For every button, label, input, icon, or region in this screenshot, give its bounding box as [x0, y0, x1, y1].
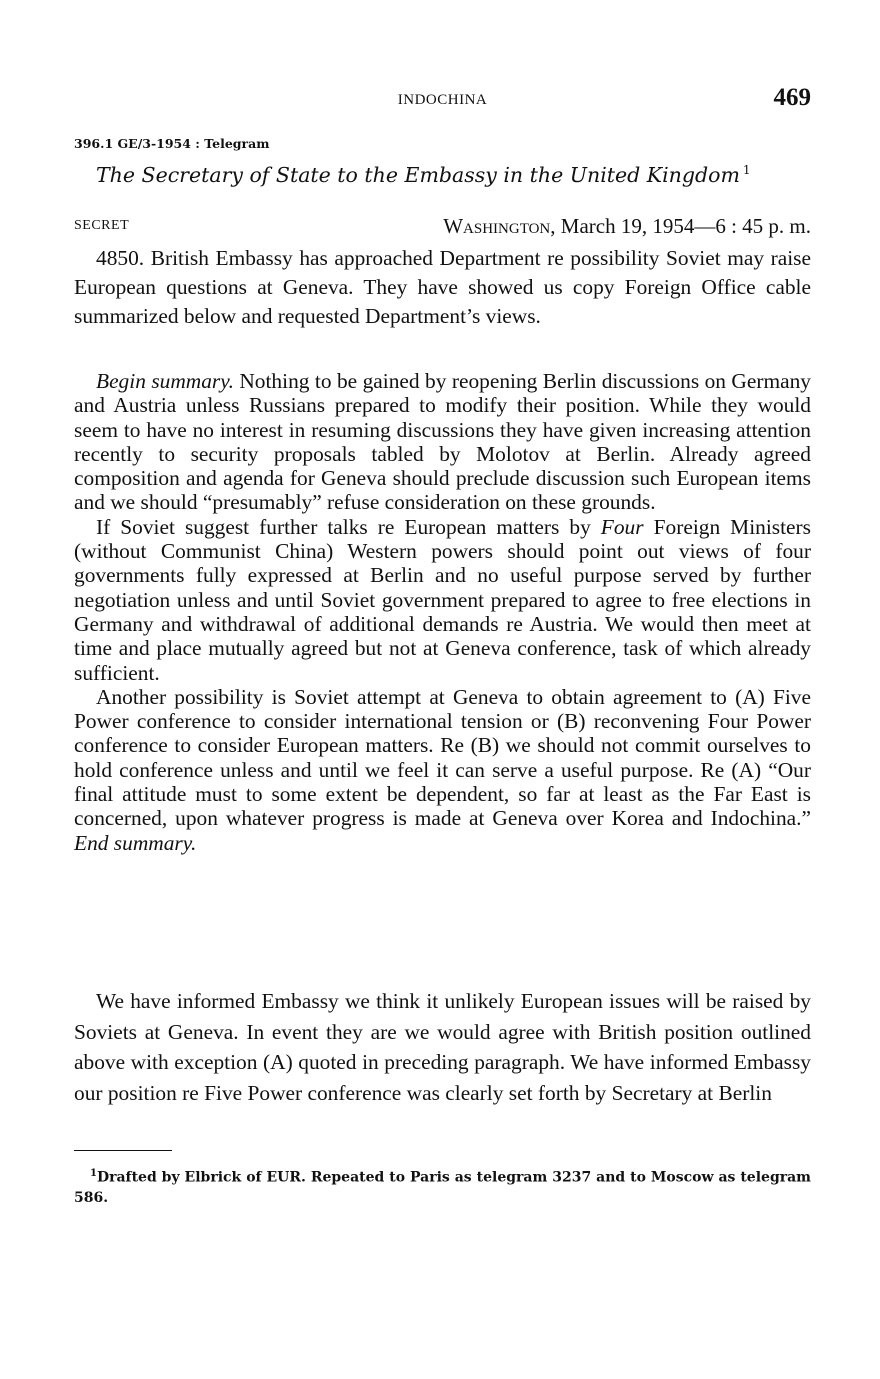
summary-paragraph-2-emphasis: Four: [600, 514, 644, 539]
summary-paragraph-3-text: Another possibility is Soviet attempt at Geneva to obtain agreement to (A) Five Power conference to consider international tension or (B) reconvening Four Power conference to consider European matters. Re (B) we should not commit ourselves to hold conference unless and until we feel it can serve a useful purpose. Re (A) “Our final attitude must to some extent be dependent, so far at least as the Far East is concerned, upon whatever progress is made at Geneva over Korea and Indochina.”: [74, 684, 811, 831]
summary-paragraph-1: [74, 369, 811, 515]
summary-paragraph-2-after: Foreign Ministers (without Communist China) Western powers should point out views of four governments fully expressed at Berlin and no useful purpose served by further negotiation unless and until Soviet government prepared to agree to free elections in Germany and withdrawal of additional demands re Austria. We would then meet at time and place mutually agreed but not at Geneva conference, task of which already sufficient.: [74, 514, 811, 685]
footnote-mark: 1: [90, 1168, 97, 1179]
summary-paragraph-1-text: Nothing to be gained by reopening Berlin discussions on Germany and Austria unless Russians prepared to modify their position. While they would seem to have no interest in resuming discussions they have given increasing attention recently to security proposals tabled by Molotov at Berlin. Already agreed composition and agenda for Geneva should preclude discussion such European items and we should “presumably” refuse consideration on these grounds.: [74, 369, 811, 515]
dateline-row: [74, 214, 811, 242]
classification-label: SECRET: [74, 218, 130, 233]
document-reference: 396.1 GE/3-1954 : Telegram: [74, 136, 270, 151]
summary-block: [74, 369, 811, 855]
summary-end-marker: End summary.: [74, 830, 197, 855]
footnote-divider: [74, 1150, 172, 1151]
running-head: [74, 84, 811, 114]
summary-paragraph-2-before: If Soviet suggest further talks re European matters by: [96, 514, 601, 539]
footnote-text: Drafted by Elbrick of EUR. Repeated to Paris as telegram 3237 and to Moscow as telegram 586.: [74, 1169, 811, 1206]
dateline-date: March 19, 1954—6 : 45 p. m.: [560, 214, 811, 238]
intro-paragraph: 4850. British Embassy has approached Department re possibility Soviet may raise European questions at Geneva. They have showed us copy Foreign Office cable summarized below and requested Department’s views.: [74, 246, 811, 328]
dateline-place: Washington,: [443, 214, 556, 238]
document-title: [96, 163, 811, 187]
footnote-reference-mark: 1: [742, 163, 751, 178]
dateline: [443, 214, 811, 239]
document-title-text: The Secretary of State to the Embassy in the United Kingdom: [96, 163, 740, 187]
running-title: INDOCHINA: [397, 92, 488, 108]
summary-begin-marker: Begin summary.: [96, 369, 234, 393]
page-number: 469: [773, 84, 811, 111]
summary-paragraph-3: [74, 685, 811, 855]
footnote: [74, 1164, 811, 1208]
summary-paragraph-2: [74, 515, 811, 685]
final-paragraph: We have informed Embassy we think it unlikely European issues will be raised by Soviets at Geneva. In event they are we would agree with British position outlined above with exception (A) quoted in preceding paragraph. We have informed Embassy our position re Five Power conference was clearly set forth by Secretary at Berlin: [74, 989, 811, 1105]
